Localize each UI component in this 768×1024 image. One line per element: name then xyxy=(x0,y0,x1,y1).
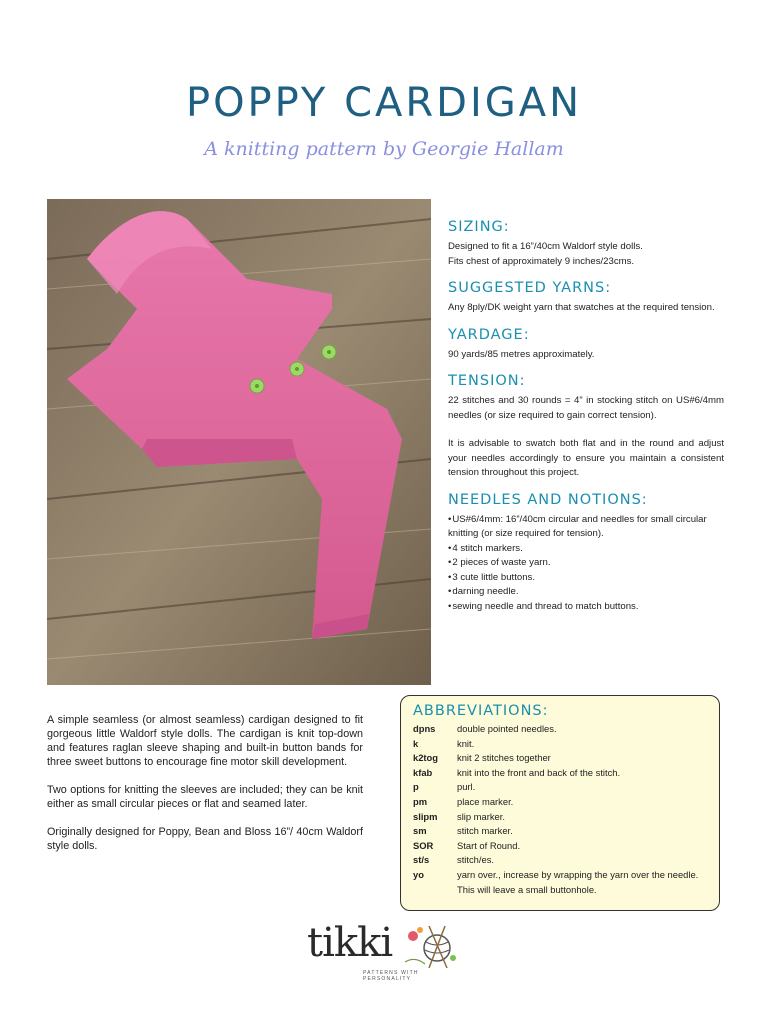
logo-tagline: PATTERNS WITH PERSONALITY xyxy=(363,970,419,982)
abbreviation-value: purl. xyxy=(457,781,476,793)
needles-item: • darning needle. xyxy=(448,585,724,600)
yardage-heading: YARDAGE: xyxy=(448,326,530,343)
abbreviation-key: SOR xyxy=(413,839,434,851)
abbreviation-value: stitch/es. xyxy=(457,854,494,866)
tension-text-2: It is advisable to swatch both flat and in the round and adjust your needles accordingly to ensure you maintain a consistent tension throughout this project. xyxy=(448,438,724,478)
abbreviation-value: slip marker. xyxy=(457,810,505,822)
abbreviation-row xyxy=(413,795,709,810)
abbreviation-row xyxy=(413,824,709,839)
needles-item: • sewing needle and thread to match buttons. xyxy=(448,600,724,615)
sizing-text xyxy=(448,240,724,269)
abbreviation-key: k xyxy=(413,737,419,749)
tension-text-1: 22 stitches and 30 rounds = 4” in stocking stitch on US#6/4mm needles (or size required to gain correct tension). xyxy=(448,395,724,421)
abbreviation-key: k2tog xyxy=(413,752,439,764)
needles-item: • US#6/4mm: 16”/40cm circular and needles for small circular knitting (or size required for tension). xyxy=(448,513,724,542)
abbreviation-key: sm xyxy=(413,825,427,837)
abbreviation-row xyxy=(413,737,709,752)
abbreviation-key: slipm xyxy=(413,810,438,822)
cardigan-photo xyxy=(47,199,431,685)
abbreviation-value: knit 2 stitches together xyxy=(457,752,551,764)
abbreviations-heading: ABBREVIATIONS: xyxy=(413,703,549,719)
intro-paragraph-3: Originally designed for Poppy, Bean and Bloss 16”/ 40cm Waldorf style dolls. xyxy=(47,826,363,852)
pattern-details xyxy=(448,218,724,622)
abbreviation-value: Start of Round. xyxy=(457,839,521,851)
abbreviation-value: stitch marker. xyxy=(457,825,513,837)
abbreviation-row xyxy=(413,780,709,795)
yarns-heading: SUGGESTED YARNS: xyxy=(448,280,612,296)
abbreviation-value: yarn over., increase by wrapping the yarn over the needle. This will leave a small buttonhole. xyxy=(457,868,699,895)
abbreviations-box xyxy=(400,695,720,911)
sizing-line-2: Fits chest of approximately 9 inches/23cms. xyxy=(448,255,635,267)
intro-text xyxy=(47,713,363,867)
abbreviation-key: pm xyxy=(413,795,428,807)
tension-heading: TENSION: xyxy=(448,373,526,389)
abbreviation-row xyxy=(413,751,709,766)
page-title: POPPY CARDIGAN xyxy=(185,80,583,126)
needles-item: • 2 pieces of waste yarn. xyxy=(448,556,724,571)
abbreviation-key: st/s xyxy=(413,854,430,866)
abbreviation-value: double pointed needles. xyxy=(457,723,557,734)
needles-item: • 4 stitch markers. xyxy=(448,542,724,557)
abbreviation-key: p xyxy=(413,781,419,793)
yarns-text: Any 8ply/DK weight yarn that swatches at the required tension. xyxy=(448,302,715,313)
needles-list xyxy=(448,513,724,615)
yardage-text: 90 yards/85 metres approximately. xyxy=(448,348,595,360)
abbreviation-value: knit. xyxy=(457,737,475,749)
abbreviation-row xyxy=(413,810,709,825)
intro-paragraph-2: Two options for knitting the sleeves are included; they can be knit either as small circular pieces or flat and seamed later. xyxy=(47,784,363,810)
abbreviation-value: knit into the front and back of the stitch. xyxy=(457,766,621,778)
abbreviation-key: yo xyxy=(413,868,424,880)
abbreviation-row xyxy=(413,839,709,854)
intro-paragraph-1: A simple seamless (or almost seamless) cardigan designed to fit gorgeous little Waldorf style dolls. The cardigan is knit top-down and features raglan sleeve shaping and built-in button bands for three sweet buttons to encourage fine motor skill development. xyxy=(47,714,363,768)
sizing-heading: SIZING: xyxy=(448,219,510,235)
abbreviation-value: place marker. xyxy=(457,795,514,807)
abbreviation-row xyxy=(413,766,709,781)
needles-heading: NEEDLES AND NOTIONS: xyxy=(448,491,648,508)
needles-item: • 3 cute little buttons. xyxy=(448,571,724,586)
logo-name: tikki xyxy=(307,920,393,966)
abbreviation-key: dpns xyxy=(413,723,436,734)
abbreviation-row xyxy=(413,853,709,868)
sizing-line-1: Designed to fit a 16”/40cm Waldorf style dolls. xyxy=(448,241,643,252)
abbreviation-row xyxy=(413,868,709,897)
abbreviation-key: kfab xyxy=(413,766,433,778)
page-subtitle: A knitting pattern by Georgie Hallam xyxy=(204,138,564,160)
tikki-logo xyxy=(305,918,465,982)
abbreviation-row xyxy=(413,722,709,737)
